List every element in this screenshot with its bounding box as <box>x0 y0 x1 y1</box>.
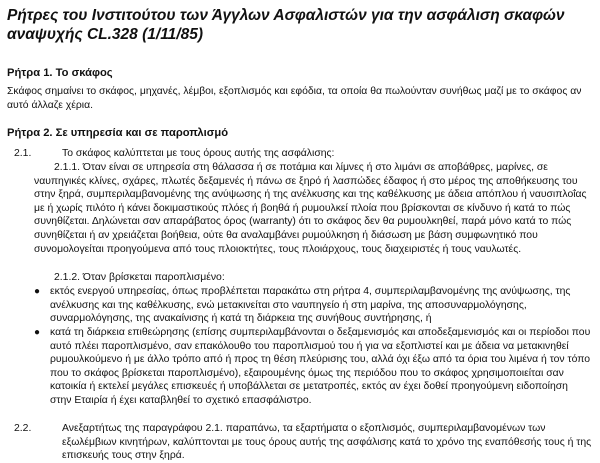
document-title: Ρήτρες του Ινστιτούτου των Άγγλων Ασφαλιστών για την ασφάλιση σκαφών αναψυχής CL.328 (1/11/85) <box>7 7 565 43</box>
clause-2-1-2: 2.1.2. Όταν βρίσκεται παροπλισμένο: <box>54 272 225 283</box>
bullet-icon: ● <box>34 327 41 338</box>
bullet-item-2: κατά τη διάρκεια επιθεώρησης (επίσης συμπεριλαμβάνονται ο δεξαμενισμός και αποδεξαμενισμός και οι περίοδοι που αυτό πλέει παροπλισμένο, σαν επακόλουθο του παροπλισμού του ή για να εξοπλιστεί και με άδεια να μετακινηθεί ρυμουλκούμενο ή με άλλο τρόπο από ή προς τη θέση πλεύρισης του, αλλά όχι έξω από τα όρια του λιμένα ή τον τόπο που το σκάφος βρίσκεται παροπλισμένο), εξαιρουμένης όμως της περιόδου που το σκάφος χρησιμοποιείται σαν κατοικία ή εκτελεί μεγάλες επισκευές ή υποβάλλεται σε μετατροπές, εκτός αν έχει δοθεί προηγούμενη ειδοποίηση στην Εταιρία ή έχει καταβληθεί το σχετικό επασφάλιστρο. <box>50 327 591 406</box>
clause-2-2-text: Ανεξαρτήτως της παραγράφου 2.1. παραπάνω, τα εξαρτήματα ο εξοπλισμός, συμπεριλαμβανομένων των εξωλέμβιων κινητήρων, καλύπτονται με τους όρους αυτής της ασφάλισης κατά το χρόνο της εναπόθεσής τους ή της επισκευής τους στην ξηρά. <box>62 423 592 462</box>
clause-2-2-number: 2.2. <box>14 423 32 434</box>
bullet-icon: ● <box>34 286 41 297</box>
section-1-text: Σκάφος σημαίνει το σκάφος, μηχανές, λέμβοι, εξοπλισμός και εφόδια, τα οποία θα πωλούνταν συνήθως μαζί με το σκάφος αν αυτό άλλαζε χέρια. <box>7 86 582 111</box>
clause-2-1-number: 2.1. <box>14 148 32 159</box>
section-2-heading: Ρήτρα 2. Σε υπηρεσία και σε παροπλισμό <box>7 127 229 139</box>
bullet-item-1: εκτός ενεργού υπηρεσίας, όπως προβλέπεται παρακάτω στη ρήτρα 4, συμπεριλαμβανομένης της ανύψωσης, της ανέλκυσης και της καθέλκυσης, ενώ μετακινείται στο ναυπηγείο ή στη μαρίνα, της αποσυναρμολόγησης, συναρμολόγησης, της ανακαίνισης ή κατά τη διάρκεια της συνήθους συντήρησης, ή <box>50 286 571 325</box>
section-1-heading: Ρήτρα 1. Το σκάφος <box>7 67 113 79</box>
clause-2-1-1: 2.1.1. Όταν είναι σε υπηρεσία στη θάλασσα ή σε ποτάμια και λίμνες ή στο λιμάνι σε αποβάθρες, μαρίνες, σε ναυπηγικές κλίνες, σχάρες, πλωτές δεξαμενές ή πάνω σε ξηρό ή λασπώδες έδαφος ή στο μέρος της αποθήκευσης του στην ξηρά, συμπεριλαμβανομένης της ανύψωσης ή της ανέλκυσης και της καθέλκυσης με άδεια απόπλου ή ναυσιπλοΐας με ή χωρίς πιλότο ή κάνει δοκιμαστικούς πλόες ή βοηθά ή ρυμουλκεί πλοία που βρίσκονται σε κίνδυνο ή κατά το πώς συνηθίζεται. Δηλώνεται σαν απαράβατος όρος (warranty) ότι το σκάφος δεν θα ρυμουλκηθεί, παρά μόνο κατά το πώς συνηθίζεται ή αν χρειάζεται βοήθεια, ούτε θα αναλαμβάνει ρυμούλκηση ή διάσωση με βάση συμφωνητικό που συνομολογείται προηγούμενα από τους πλοιοκτήτες, τους πλοιάρχους, τους διαχειριστές ή τους ναυλωτές. <box>34 162 587 255</box>
clause-2-1-intro: Το σκάφος καλύπτεται με τους όρους αυτής της ασφάλισης: <box>62 148 335 159</box>
